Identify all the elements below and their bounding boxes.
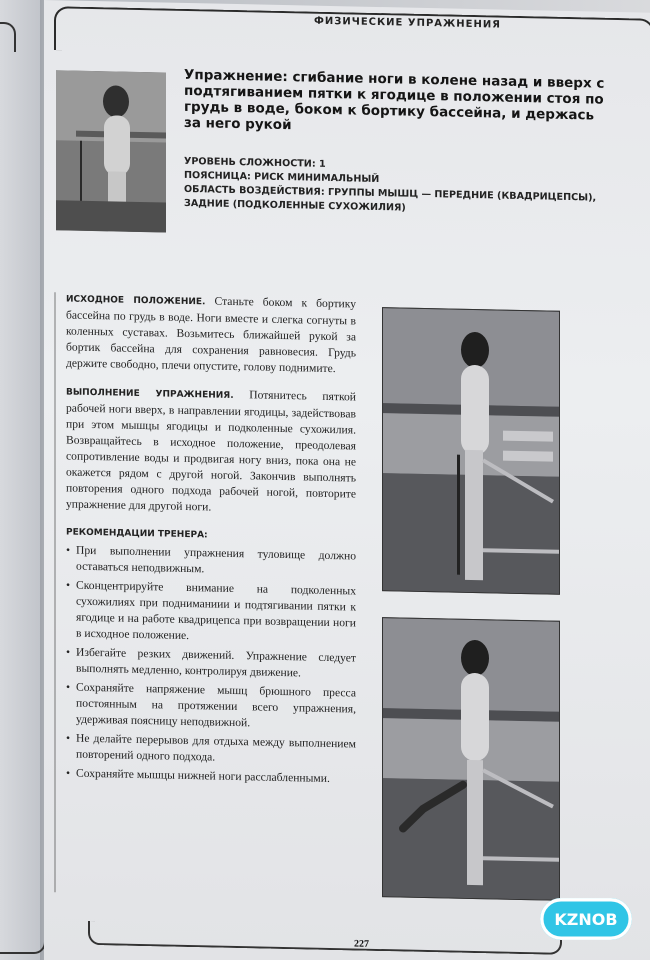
exercise-meta (184, 155, 644, 221)
start-position-lead: ИСХОДНОЕ ПОЛОЖЕНИЕ. (66, 294, 206, 308)
recommendation-item: • Не делайте перерывов для отдыха между выполнением повторений одного подхода. (66, 730, 356, 768)
recommendations-title: РЕКОМЕНДАЦИИ ТРЕНЕРА: (66, 527, 208, 541)
person-knee-bend-icon (383, 618, 559, 900)
watermark-logo (540, 898, 632, 940)
left-page-edge (0, 0, 40, 960)
person-at-pool-icon (56, 70, 166, 232)
recommendation-item: • Сохраняйте напряжение мышц брюшного пресса постоянным на протяжении всего упражнения, удерживая поясницу неподвижной. (66, 679, 356, 733)
recommendation-item: • Сохраняйте мышцы нижней ноги расслабленными. (66, 765, 356, 787)
left-page-footer-rule (0, 924, 46, 954)
execution-photo (382, 617, 560, 901)
left-page-header-rule (0, 22, 16, 52)
execution-lead: ВЫПОЛНЕНИЕ УПРАЖНЕНИЯ. (66, 387, 234, 401)
watermark-text: KZNOB (554, 910, 618, 929)
text-column-rule (54, 292, 56, 892)
header-frame (54, 6, 650, 63)
lower-back-risk: ПОЯСНИЦА: РИСК МИНИМАЛЬНЫЙ (184, 169, 380, 186)
section-header: ФИЗИЧЕСКИЕ УПРАЖНЕНИЯ (314, 15, 501, 31)
target-area: ОБЛАСТЬ ВОЗДЕЙСТВИЯ: ГРУППЫ МЫШЦ — ПЕРЕДНИЕ (КВАДРИЦЕПСЫ), ЗАДНИЕ (ПОДКОЛЕННЫЕ СУХОЖИЛИЯ) (184, 183, 597, 214)
instruction-column (66, 290, 356, 790)
start-position-paragraph (66, 290, 356, 377)
start-position-text: Станьте боком к бортику бассейна по грудь в воде. Ноги вместе и слегка согнуты в коленных суставах. Возьмитесь ближайшей рукой за бортик бассейна для сохранения равновесия. Грудь держите свободно, плечи опустите, голову поднимите. (66, 294, 356, 376)
difficulty-level: УРОВЕНЬ СЛОЖНОСТИ: 1 (184, 155, 326, 170)
footer-frame (88, 921, 562, 955)
recommendation-item: • Избегайте резких движений. Упражнение следует выполнять медленно, контролируя движение. (66, 644, 356, 682)
watermark-logo-icon (540, 898, 632, 940)
recommendation-item: • Сконцентрируйте внимание на подколенных сухожилиях при подниманиии и подтягивании пятки к ягодице и на работе квадрицепса при возвращении ноги в исходное положение. (66, 577, 356, 647)
right-page (44, 0, 650, 960)
exercise-title: Упражнение: сгибание ноги в колене назад и вверх с подтягиванием пятки к ягодице в положении стоя по грудь в воде, боком к бортику бассейна, и держась за него рукой (184, 66, 605, 134)
recommendation-item: • При выполнении упражнения туловище должно оставаться неподвижным. (66, 542, 356, 580)
execution-paragraph (66, 383, 356, 518)
page-number: 227 (354, 938, 369, 950)
execution-text: Потянитесь пяткой рабочей ноги вверх, в направлении ягодицы, задействовав при этом мышцы ягодицы и подколенные сухожилия. Возвращайтесь в исходное положение, преодолевая сопротивление воды и продвигая ногу вниз, пока она не окажется рядом с другой ногой. Закончив выполнять повторения одного подхода рабочей ногой, повторите упражнение для другой ноги. (66, 388, 356, 514)
exercise-thumbnail-photo (56, 70, 166, 232)
person-standing-icon (383, 308, 559, 594)
start-position-photo (382, 307, 560, 595)
recommendations-list (66, 542, 356, 787)
